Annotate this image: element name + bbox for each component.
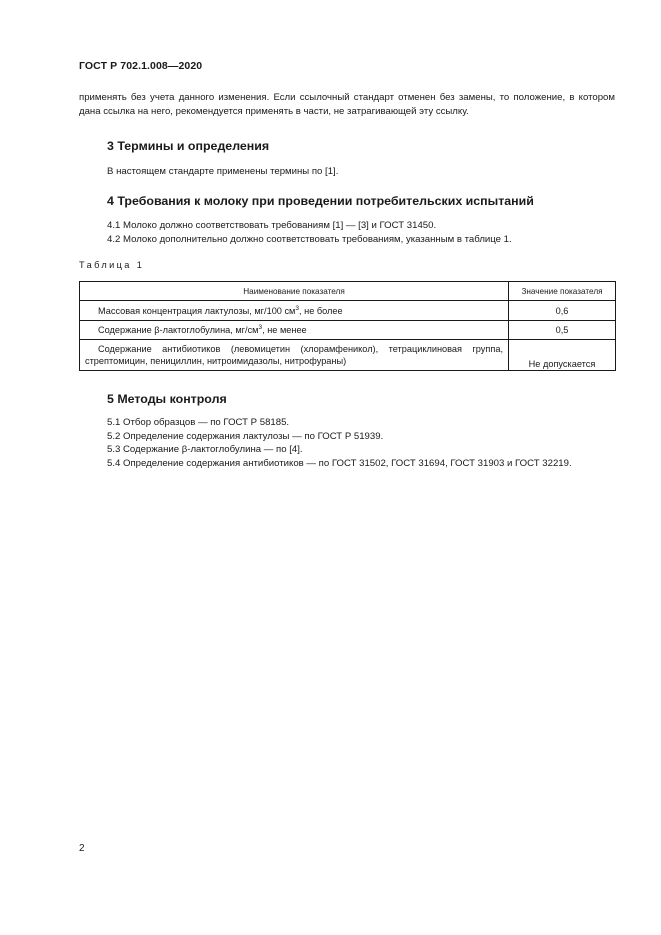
intro-paragraph: применять без учета данного изменения. Если ссылочный стандарт отменен без замены, то положение, в котором дана ссылка на него, рекомендуется применять в части, не затрагивающей эту ссылку. — [79, 92, 615, 117]
table-cell-value: 0,6 — [509, 301, 616, 321]
section-5-item-2: 5.2 Определение содержания лактулозы — по ГОСТ Р 51939. — [107, 431, 384, 442]
section-5-item-3: 5.3 Содержание β-лактоглобулина — по [4]. — [107, 444, 303, 455]
section-5-item-4: 5.4 Определение содержания антибиотиков — по ГОСТ 31502, ГОСТ 31694, ГОСТ 31903 и ГОСТ 32219. — [107, 458, 572, 469]
page-number: 2 — [79, 843, 85, 854]
section-5-item-1: 5.1 Отбор образцов — по ГОСТ Р 58185. — [107, 417, 290, 428]
table-cell-value: Не допускается — [509, 340, 616, 371]
table-row — [80, 301, 616, 321]
table-cell-name: Содержание антибиотиков (левомицетин (хлорамфеникол), тетрациклиновая группа, стрептомицин, пенициллин, нитроимидазолы, нитрофураны) — [80, 340, 509, 371]
table-cell-name: Массовая концентрация лактулозы, мг/100 $см^3$, не более — [80, 301, 509, 321]
section-4-item-2: 4.2 Молоко дополнительно должно соответствовать требованиям, указанным в таблице 1. — [107, 234, 512, 245]
table-header-row — [80, 282, 616, 301]
document-header: ГОСТ Р 702.1.008—2020 — [79, 60, 203, 72]
table-cell-value: 0,5 — [509, 321, 616, 340]
table-header-name: Наименование показателя — [80, 282, 509, 301]
table-row — [80, 321, 616, 340]
table-row — [80, 340, 616, 371]
table-cell-name: Содержание β-лактоглобулина, $мг/см^3$, не менее — [80, 321, 509, 340]
section-3-text: В настоящем стандарте применены термины по [1]. — [107, 166, 339, 177]
section-4-heading: 4 Требования к молоку при проведении потребительских испытаний — [107, 194, 534, 208]
table-caption: Таблица 1 — [79, 260, 145, 270]
section-5-heading: 5 Методы контроля — [107, 392, 227, 406]
section-4-item-1: 4.1 Молоко должно соответствовать требованиям [1] — [3] и ГОСТ 31450. — [107, 220, 437, 231]
table-header-value: Значение показателя — [509, 282, 616, 301]
requirements-table — [79, 281, 616, 371]
section-3-heading: 3 Термины и определения — [107, 139, 270, 153]
